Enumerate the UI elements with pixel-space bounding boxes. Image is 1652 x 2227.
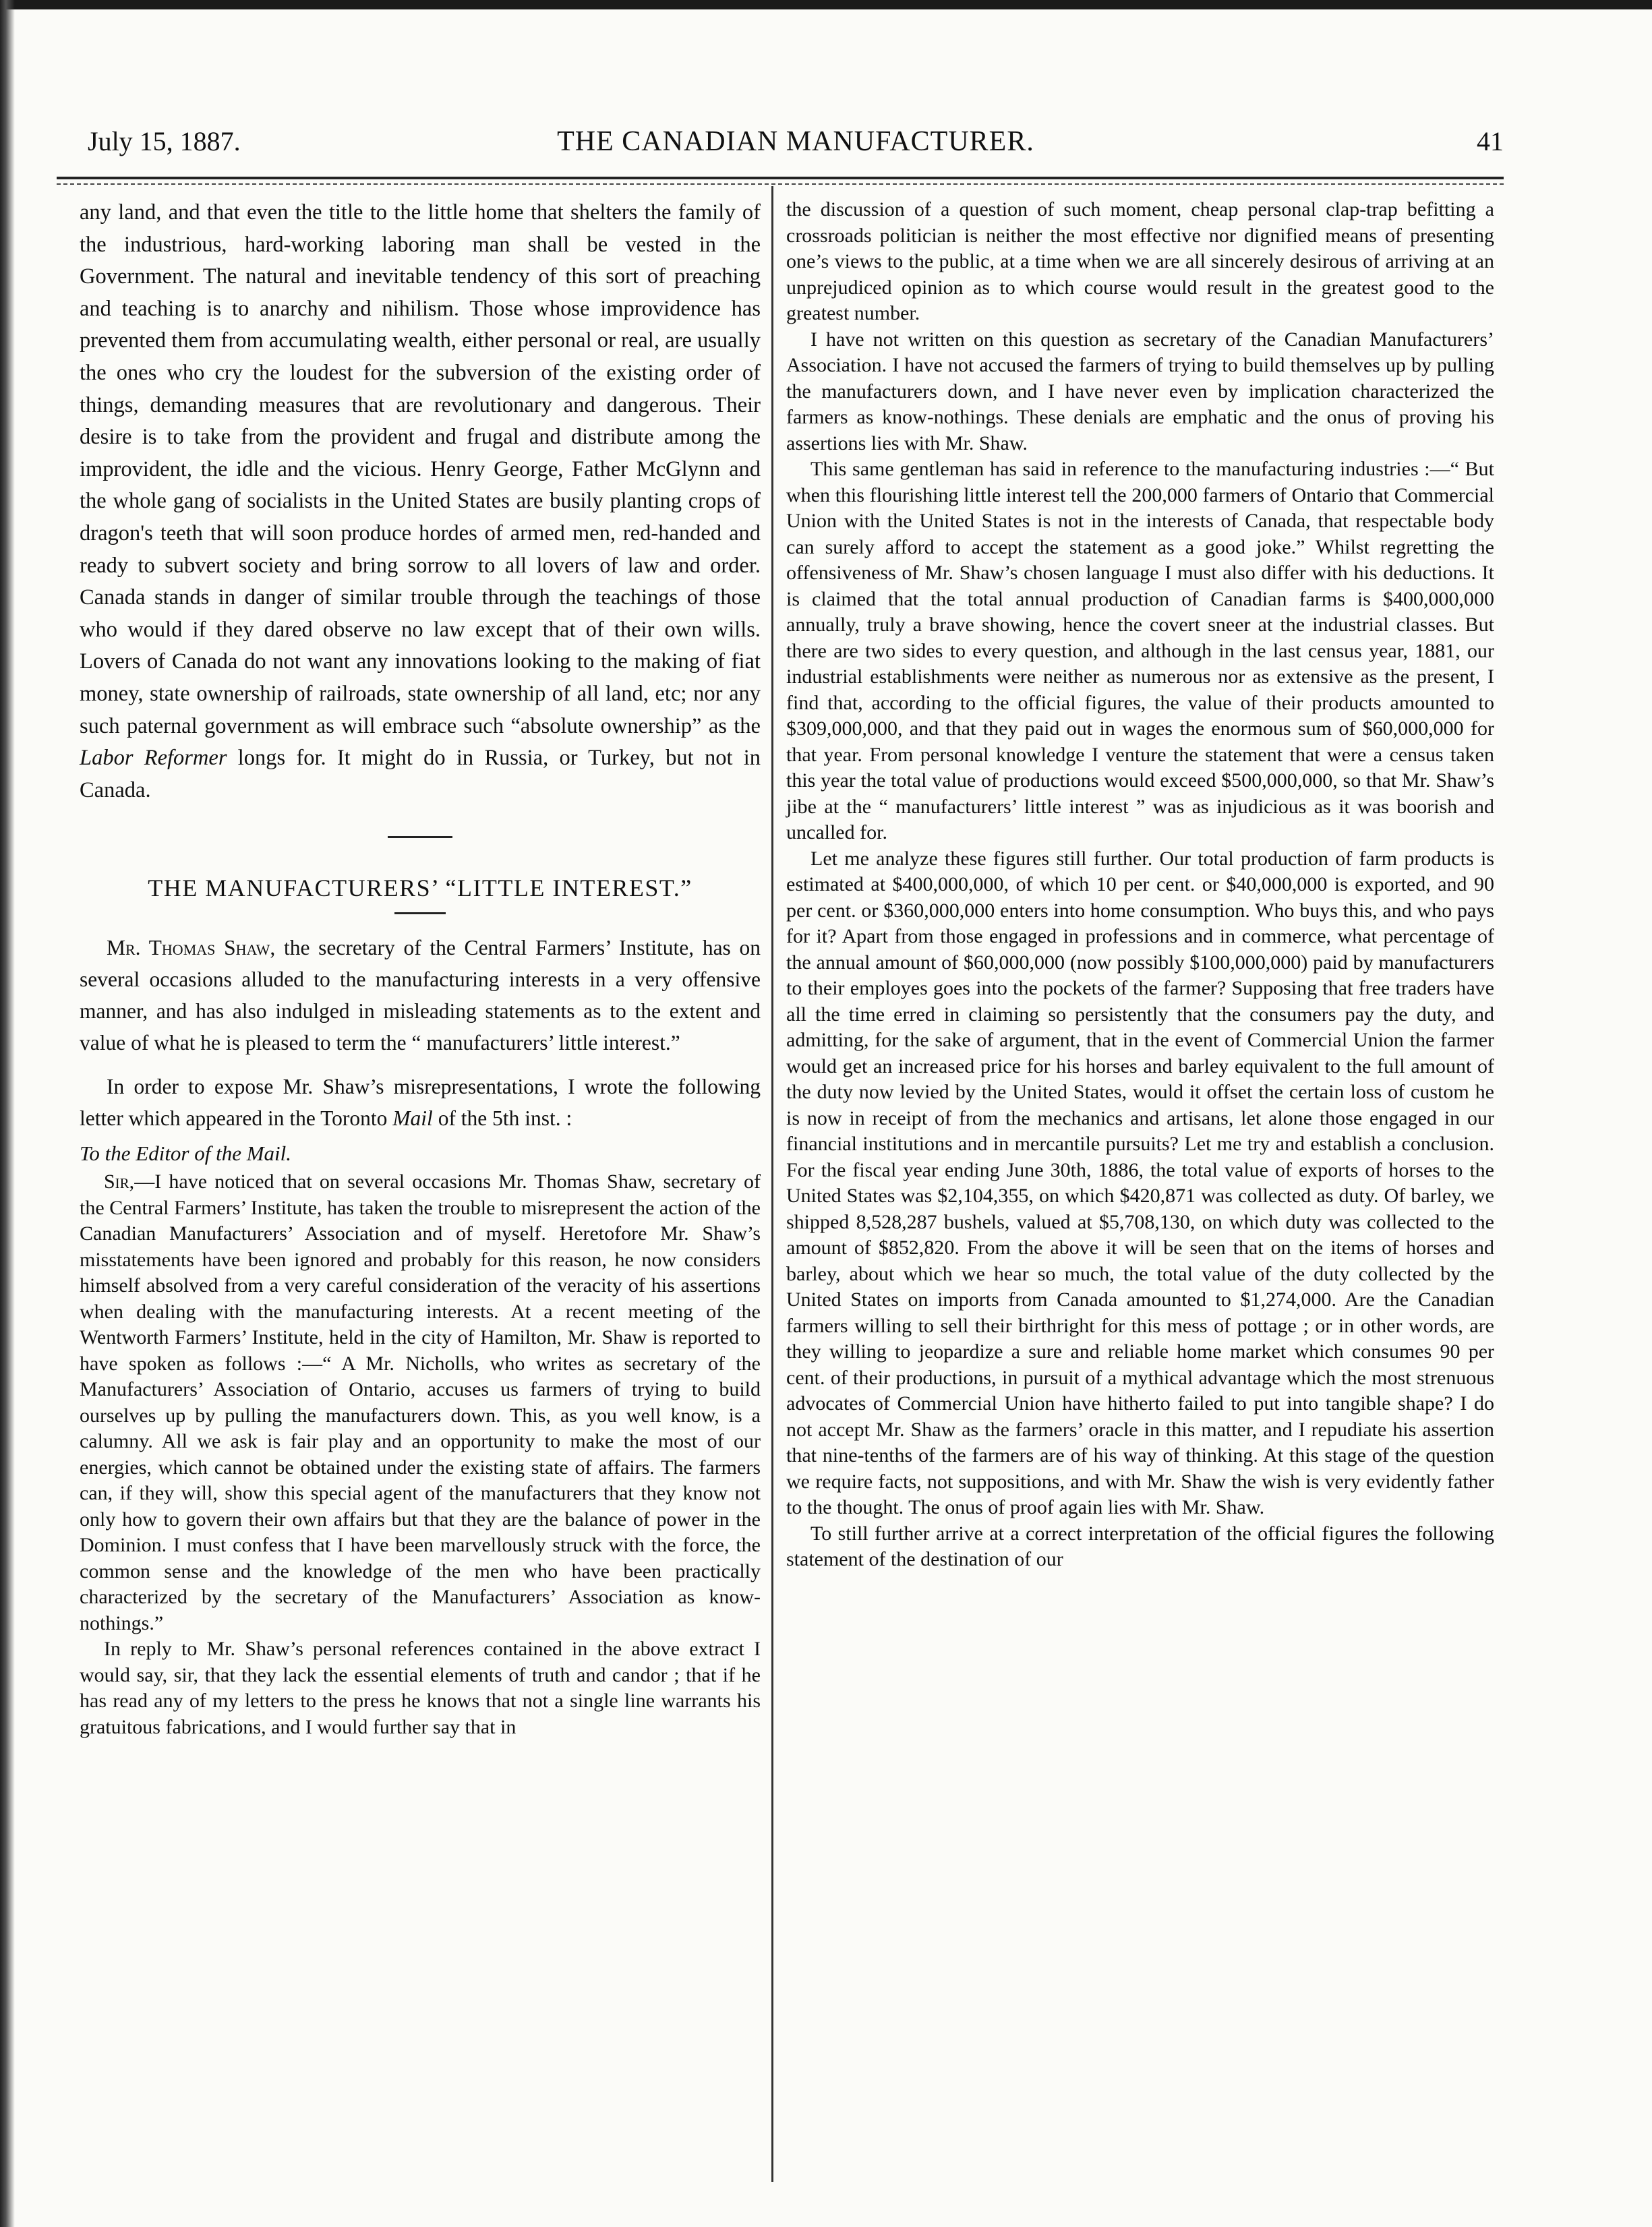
letter-sir: Sir,	[104, 1170, 135, 1193]
labor-reformer-title: Labor Reformer	[80, 746, 227, 771]
page-header	[88, 125, 1504, 166]
right-paragraph-4: Let me analyze these figures still further. Our total production of farm products is estimated at $400,000,000, of which 10 per cent. or $40,000,000 is exported, and 90 per cent. or $360,000,000 enters into home consumption. Who buys this, and who pays for it? Apart from those engaged in professions and in commerce, what percentage of the annual amount of $60,000,000 (now possibly $100,000,000) paid by manufacturers to their employes goes into the pockets of the farmer? Supposing that free traders have all the time erred in claiming so persistently that the consumers pay the duty, and admitting, for the sake of argument, that in the event of Commercial Union the farmer would get an increased price for his horses and barley equivalent to the full amount of the duty now levied by the United States, would it offset the certain loss of custom he is now in receipt of from the mechanics and artisans, let alone those engaged in our financial institutions and in mercantile pursuits? Let me try and establish a conclusion. For the fiscal year ending June 30th, 1886, the total value of exports of horses to the United States was $2,104,355, on which $420,871 was collected as duty. Of barley, we shipped 8,528,287 bushels, valued at $5,708,130, on which duty was collected to the amount of $852,820. From the above it will be seen that on the items of horses and barley, about which we hear so much, the total value of the duty collected by the United States on imports from Canada amounted to $1,274,000. Are the Canadian farmers willing to sell their birthright for this mess of pottage ; or in other words, are they willing to jeopardize a sure and reliable home market which consumes 90 per cent. of their productions, in pursuit of a mythical advantage which the most strenuous advocates of Commercial Union have hitherto failed to put into tangible shape? I do not accept Mr. Shaw as the farmers’ oracle in this matter, and I repudiate his assertion that nine-tenths of the farmers are of his way of thinking. At this stage of the question we require facts, not suppositions, and with Mr. Shaw the wish is very evidently father to the thought. The onus of proof again lies with Mr. Shaw.	[786, 847, 1494, 1518]
right-paragraph-1: the discussion of a question of such moment, cheap personal clap-trap befitting a crossroads politician is neither the most effective nor dignified means of presenting one’s views to the public, at a time when we are all sincerely desirous of arriving at an unprejudiced opinion as to which course would result in the greatest good to the greatest number.	[786, 198, 1494, 324]
letter-paragraph-2: In reply to Mr. Shaw’s personal references contained in the above extract I would say, sir, that they lack the essential elements of truth and candor ; that if he has read any of my letters to the press he knows that not a single line warrants his gratuitous fabrications, and I would further say that in	[80, 1638, 761, 1738]
lead-name: Mr. Thomas Shaw,	[107, 936, 276, 960]
letter-paragraph-1: Sir,—I have noticed that on several occasions Mr. Thomas Shaw, secretary of the Central Farmers’ Institute, has taken the trouble to misrepresent the action of the Canadian Manufacturers’ Association and of myself. Heretofore Mr. Shaw’s misstatements have been ignored and probably for this reason, he now considers himself absolved from a very careful consideration of the veracity of his assertions when dealing with the manufacturing interests. At a recent meeting of the Wentworth Farmers’ Institute, held in the city of Hamilton, Mr. Shaw is reported to have spoken as follows :—“ A Mr. Nicholls, who writes as secretary of the Manufacturers’ Association of Ontario, accuses us farmers of trying to build ourselves up by pulling the manufacturers down. This, as you well know, is a calumny. All we ask is fair play and an opportunity to make the most of our energies, which cannot be obtained under the existing state of affairs. The farmers can, if they will, show this special agent of the manufacturers that they know not only how to govern their own affairs but that they are the balance of power in the Dominion. I must confess that I have been marvellously struck with the force, the common sense and the knowledge of the men who have been practically characterized by the secretary of the Manufacturers’ Association as know-nothings.”	[80, 1170, 761, 1634]
mail-title: Mail	[392, 1106, 433, 1131]
letter-salutation: To the Editor of the Mail.	[80, 1141, 292, 1166]
right-paragraph-3: This same gentleman has said in reference to the manufacturing industries :—“ But when this flourishing little interest tell the 200,000 farmers of Ontario that Commercial Union with the United States is not in the interests of Canada, that respectable body can surely afford to accept the statement as a good joke.” Whilst regretting the offensiveness of Mr. Shaw’s chosen language I must also differ with his deductions. It is claimed that the total annual production of Canadian farms is $400,000,000 annually, truly a brave showing, hence the covert sneer at the industrial classes. But there are two sides to every question, and although in the last census year, 1881, our industrial establishments were neither as numerous nor as extensive as the present, I find that, according to the official figures, the value of their products amounted to $309,000,000, and that they paid out in wages the enormous sum of $60,000,000 for that year. From personal knowledge I venture the statement that were a census taken this year the total value of productions would exceed $500,000,000, so that Mr. Shaw’s jibe at the “ manufacturers’ little interest ” was as injudicious as it was boorish and uncalled for.	[786, 458, 1494, 843]
scan-edge-left	[0, 0, 15, 2227]
publication-title: THE CANADIAN MANUFACTURER.	[557, 126, 1034, 157]
right-paragraph-2: I have not written on this question as secretary of the Canadian Manufacturers’ Association. I have not accused the farmers of trying to build themselves up by pulling the manufacturers down, and I have never even by implication characterized the farmers as know-nothings. These denials are emphatic and the onus of proving his assertions lies with Mr. Shaw.	[786, 328, 1494, 454]
intro-paragraph: any land, and that even the title to the little home that shelters the family of the industrious, hard-working laboring man shall be vested in the Government. The natural and inevitable tendency of this sort of preaching and teaching is to anarchy and nihilism. Those whose improvidence has prevented them from accumulating wealth, either personal or real, are usually the ones who cry the loudest for the subversion of the existing order of things, demanding measures that are revolutionary and dangerous. Their desire is to take from the provident and frugal and distribute among the improvident, the idle and the vicious. Henry George, Father McGlynn and the whole gang of socialists in the United States are busily planting crops of dragon's teeth that will soon produce hordes of armed men, red-handed and ready to subvert society and bring sorrow to all lovers of law and order. Canada stands in danger of similar trouble through the teachings of those who would if they dared observe no law except that of their own wills. Lovers of Canada do not want any innovations looking to the making of fiat money, state ownership of railroads, state ownership of all land, etc; nor any such paternal government as will embrace such “absolute ownership” as the Labor Reformer longs for. It might do in Russia, or Turkey, but not in Canada.	[80, 200, 761, 802]
right-column	[786, 197, 1494, 1573]
lead-paragraph: Mr. Thomas Shaw, the secretary of the Central Farmers’ Institute, has on several occasions alluded to the manufacturing interests in a very offensive manner, and has also indulged in misleading statements as to the extent and value of what he is pleased to term the “ manufacturers’ little interest.”	[80, 936, 761, 1055]
header-rule-dashed	[57, 183, 1504, 185]
page-number: 41	[1477, 126, 1504, 156]
section-divider	[388, 836, 452, 838]
heading-divider	[394, 912, 446, 914]
left-column	[80, 197, 761, 1740]
header-rule	[57, 177, 1504, 179]
issue-date: July 15, 1887.	[88, 126, 241, 156]
section-heading: THE MANUFACTURERS’ “LITTLE INTEREST.”	[148, 874, 692, 902]
expose-paragraph: In order to expose Mr. Shaw’s misrepresentations, I wrote the following letter which appeared in the Toronto Mail of the 5th inst. :	[80, 1075, 761, 1131]
scan-edge-top	[0, 0, 1652, 9]
right-paragraph-5: To still further arrive at a correct interpretation of the official figures the following statement of the destination of our	[786, 1522, 1494, 1570]
column-divider	[771, 186, 773, 2182]
